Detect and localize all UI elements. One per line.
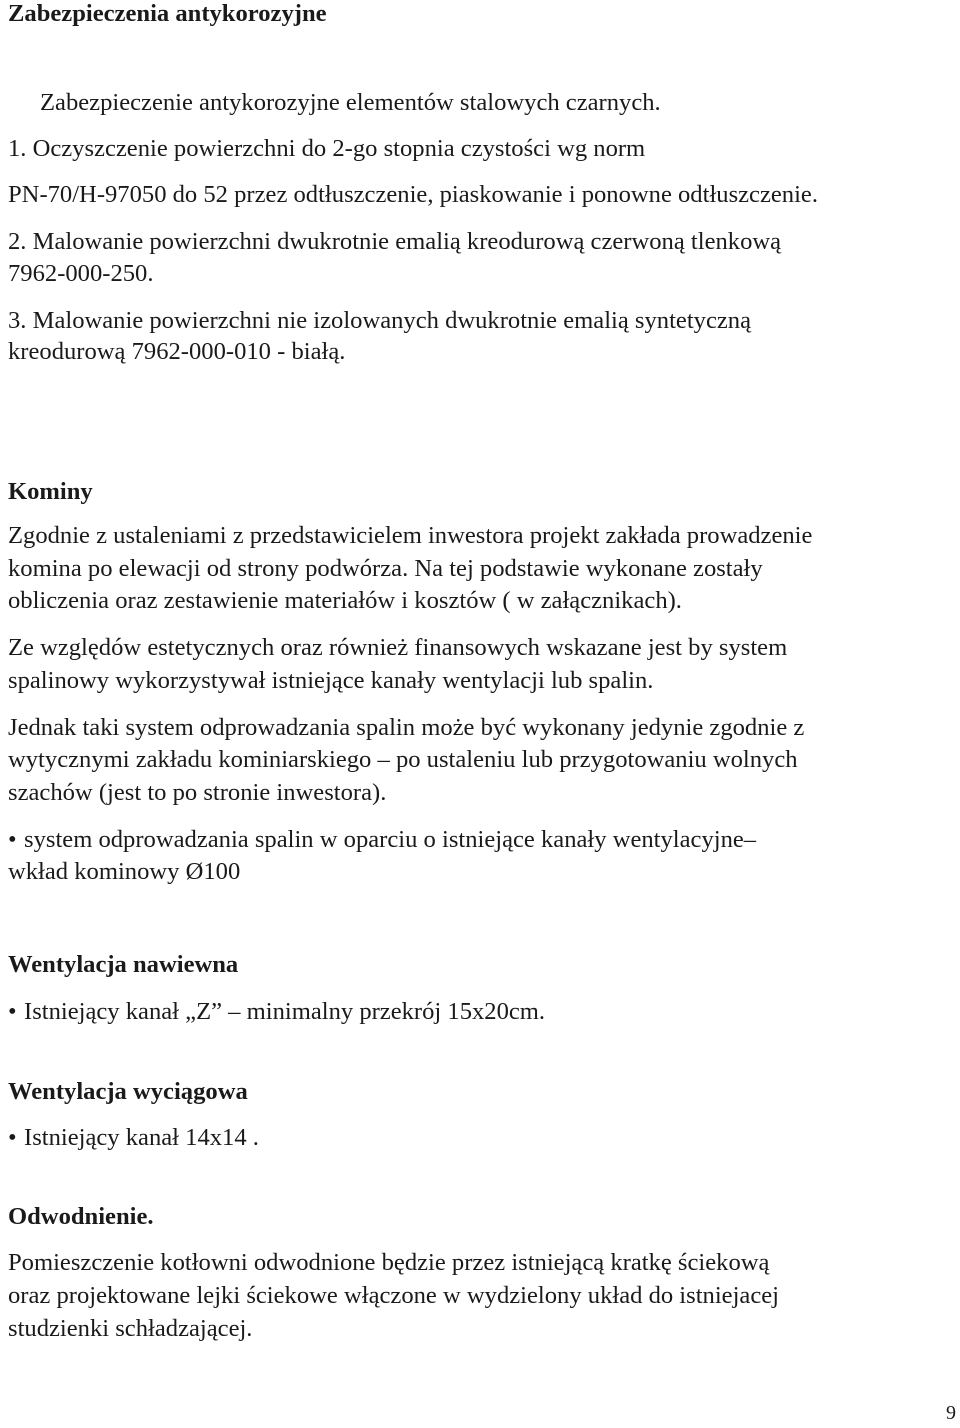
chimneys-paragraph-3-line-2: wytycznymi zakładu kominiarskiego – po ustaleniu lub przygotowaniu wolnych bbox=[8, 746, 798, 773]
section-heading-anticorrosion: Zabezpieczenia antykorozyjne bbox=[8, 0, 327, 27]
exhaust-ventilation-bullet-item bbox=[8, 1123, 259, 1153]
chimneys-paragraph-3-line-1: Jednak taki system odprowadzania spalin może być wykonany jedynie zgodnie z bbox=[8, 714, 805, 741]
section-heading-drainage: Odwodnienie. bbox=[8, 1203, 154, 1230]
drainage-line-2: oraz projektowane lejki ściekowe włączone w wydzielony układ do istniejacej bbox=[8, 1282, 780, 1309]
anticorrosion-item-1-line-2: PN-70/H-97050 do 52 przez odtłuszczenie, piaskowanie i ponowne odtłuszczenie. bbox=[8, 181, 818, 208]
chimneys-paragraph-1-line-3: obliczenia oraz zestawienie materiałów i kosztów ( w załącznikach). bbox=[8, 587, 682, 614]
drainage-line-3: studzienki schładzającej. bbox=[8, 1315, 253, 1342]
bullet-icon: • bbox=[8, 998, 17, 1025]
chimneys-paragraph-3-line-3: szachów (jest to po stronie inwestora). bbox=[8, 779, 387, 806]
chimneys-bullet-item bbox=[8, 825, 756, 855]
chimneys-paragraph-1-line-2: komina po elewacji od strony podwórza. Na tej podstawie wykonane zostały bbox=[8, 555, 763, 582]
bullet-icon: • bbox=[8, 826, 17, 853]
supply-ventilation-bullet-item bbox=[8, 997, 545, 1027]
anticorrosion-item-2-line-2: 7962-000-250. bbox=[8, 260, 154, 287]
chimneys-bullet-text-continued: wkład kominowy Ø100 bbox=[8, 858, 241, 885]
exhaust-ventilation-text: Istniejący kanał 14x14 . bbox=[24, 1124, 259, 1151]
anticorrosion-item-3-line-1: 3. Malowanie powierzchni nie izolowanych dwukrotnie emalią syntetyczną bbox=[8, 307, 752, 334]
chimneys-paragraph-2-line-2: spalinowy wykorzystywał istniejące kanały wentylacji lub spalin. bbox=[8, 667, 654, 694]
section-heading-exhaust-ventilation: Wentylacja wyciągowa bbox=[8, 1078, 248, 1105]
page-number: 9 bbox=[946, 1402, 956, 1424]
anticorrosion-item-1-line-1: 1. Oczyszczenie powierzchni do 2-go stopnia czystości wg norm bbox=[8, 135, 646, 162]
section-heading-chimneys: Kominy bbox=[8, 478, 93, 505]
section-heading-supply-ventilation: Wentylacja nawiewna bbox=[8, 951, 239, 978]
anticorrosion-item-2-line-1: 2. Malowanie powierzchni dwukrotnie emalią kreodurową czerwoną tlenkową bbox=[8, 228, 782, 255]
anticorrosion-intro: Zabezpieczenie antykorozyjne elementów stalowych czarnych. bbox=[40, 89, 661, 116]
chimneys-bullet-text: system odprowadzania spalin w oparciu o istniejące kanały wentylacyjne– bbox=[24, 826, 757, 853]
drainage-line-1: Pomieszczenie kotłowni odwodnione będzie przez istniejącą kratkę ściekową bbox=[8, 1249, 770, 1276]
bullet-icon: • bbox=[8, 1124, 17, 1151]
chimneys-paragraph-1-line-1: Zgodnie z ustaleniami z przedstawicielem inwestora projekt zakłada prowadzenie bbox=[8, 522, 813, 549]
supply-ventilation-text: Istniejący kanał „Z” – minimalny przekrój 15x20cm. bbox=[24, 998, 546, 1025]
anticorrosion-item-3-line-2: kreodurową 7962-000-010 - białą. bbox=[8, 338, 346, 365]
chimneys-paragraph-2-line-1: Ze względów estetycznych oraz również finansowych wskazane jest by system bbox=[8, 634, 788, 661]
